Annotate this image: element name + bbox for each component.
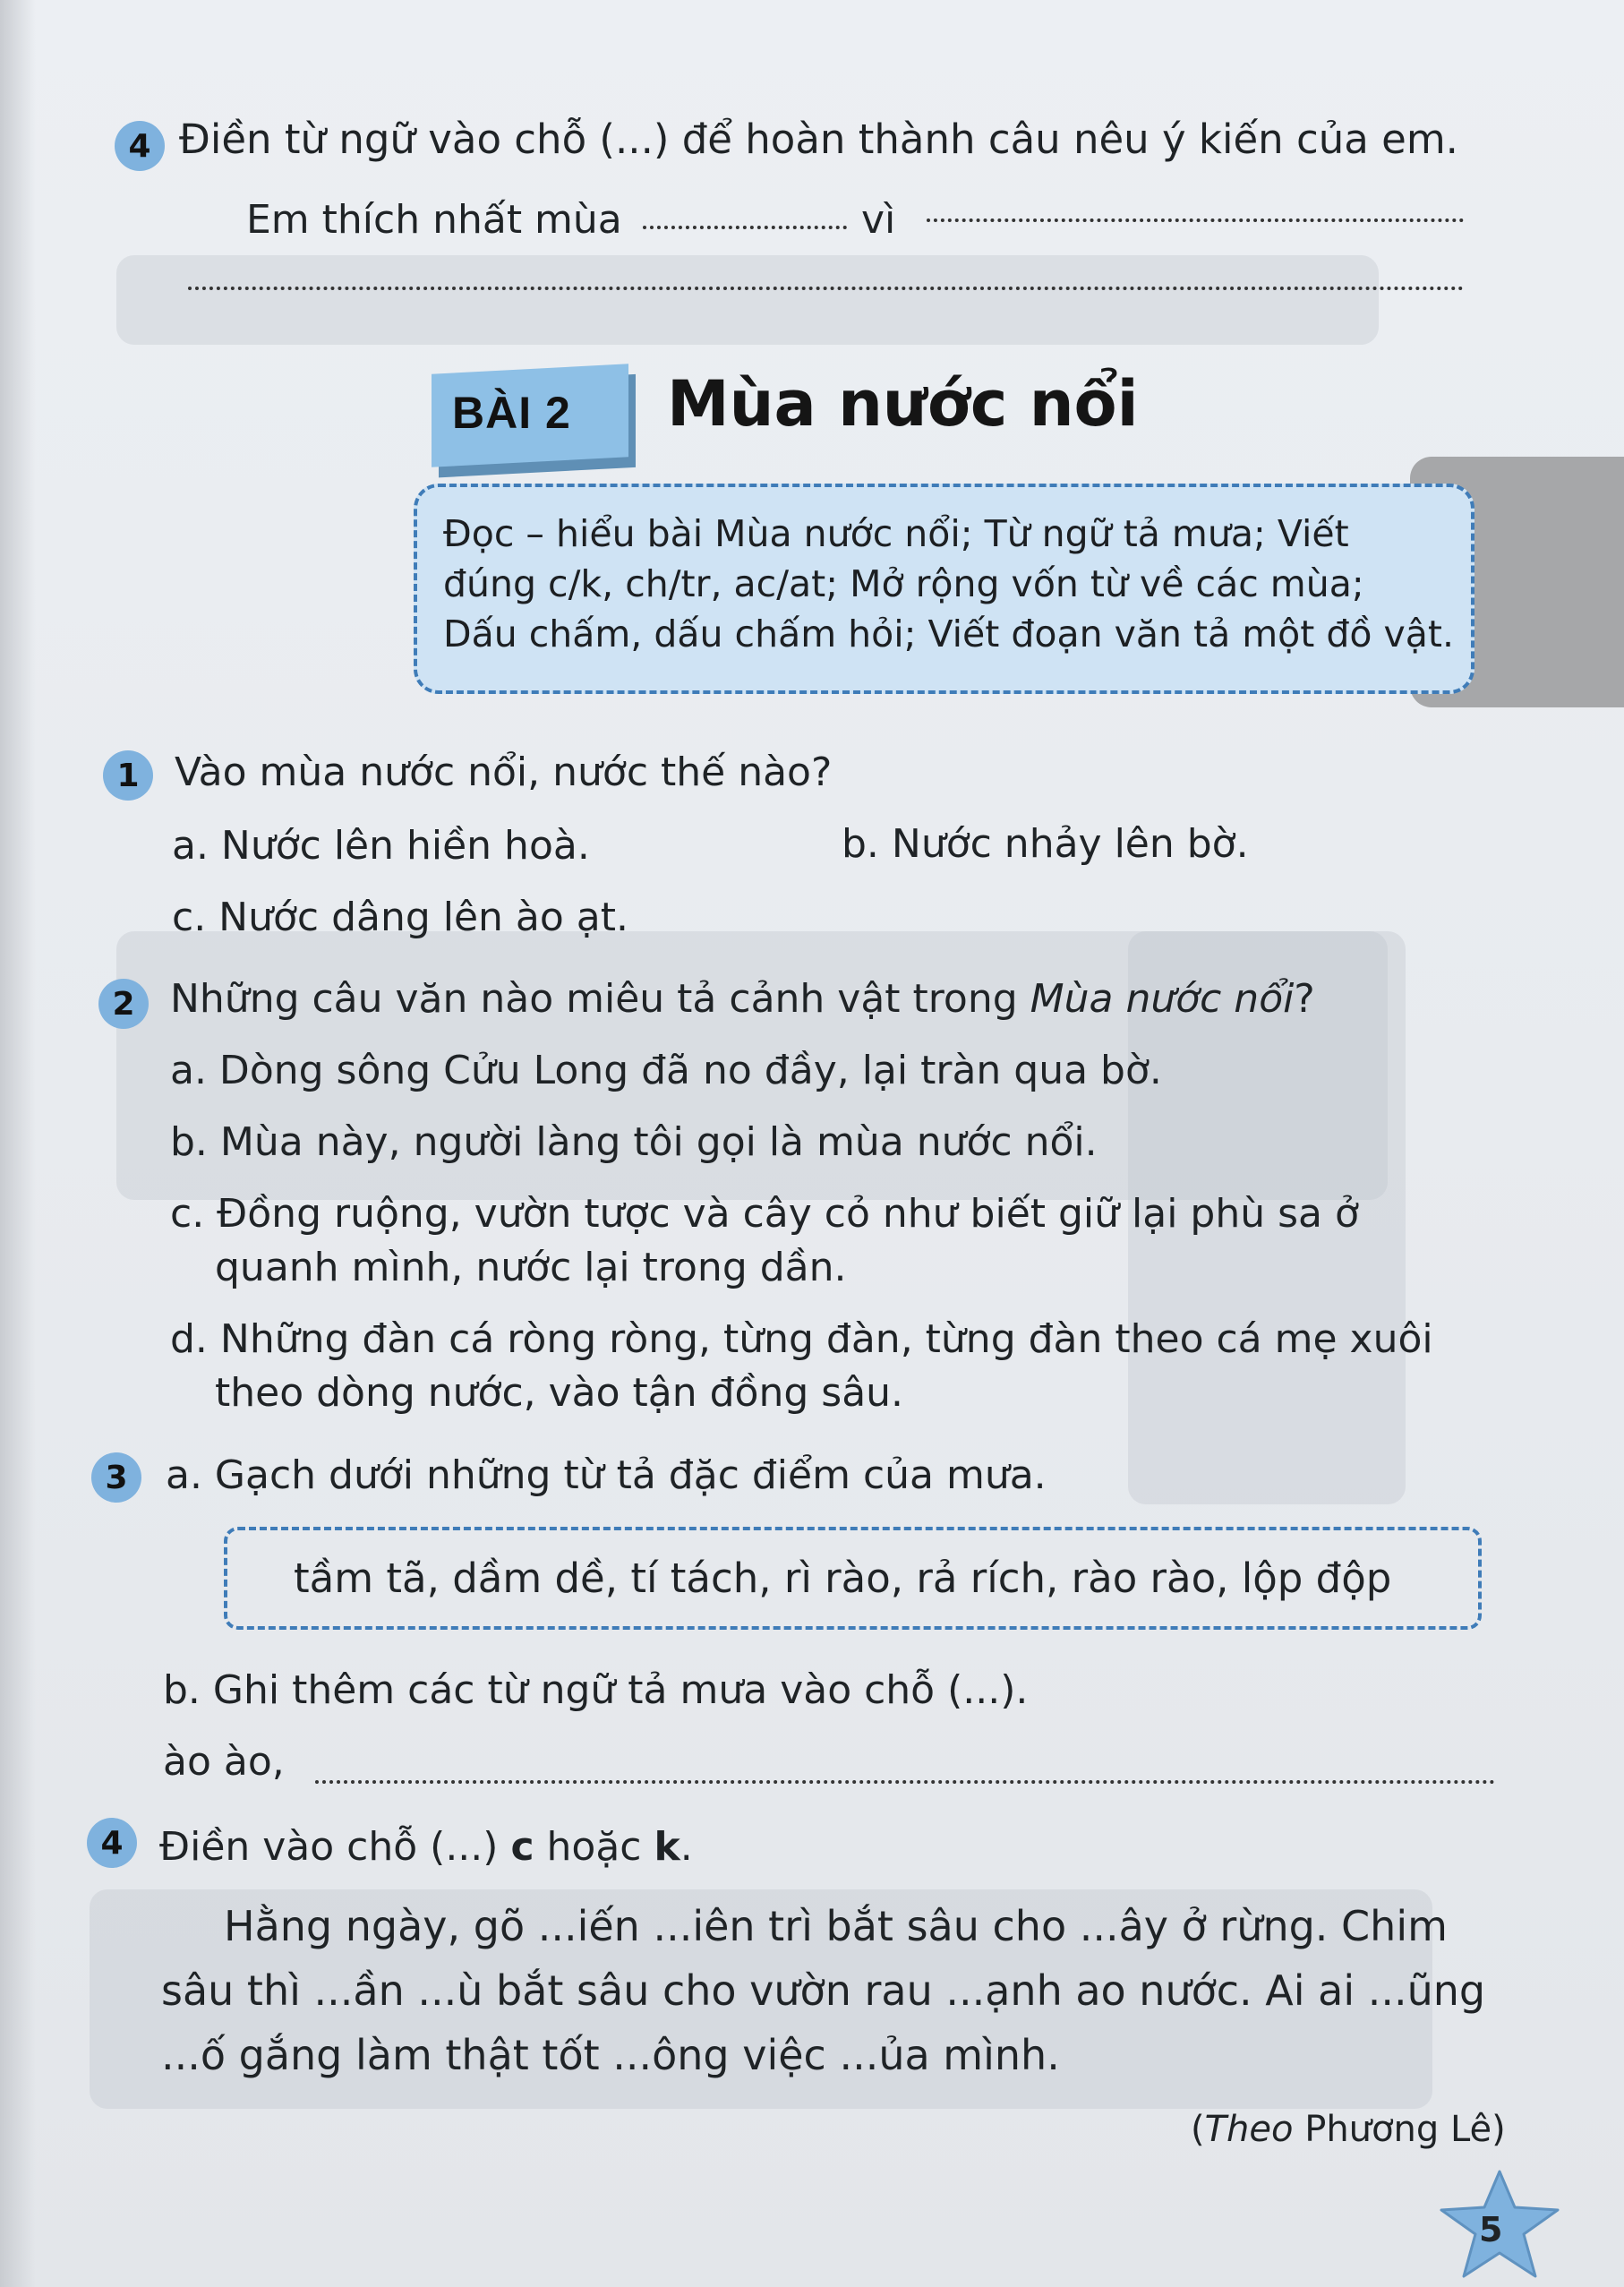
lesson-title: Mùa nước nổi — [667, 367, 1139, 441]
story-source — [1191, 2104, 1506, 2154]
answer-option-a[interactable]: a. Nước lên hiền hoà. — [172, 823, 590, 869]
sentence-mid: vì — [861, 197, 896, 243]
instruction-period: . — [680, 1824, 693, 1870]
answer-option-c-cont: quanh mình, nước lại trong dần. — [215, 1245, 847, 1290]
lesson-goals — [443, 509, 1455, 659]
question-text — [170, 974, 1315, 1024]
source-author: Phương Lê) — [1293, 2109, 1506, 2150]
question-instruction: Điền từ ngữ vào chỗ (...) để hoàn thành câu nêu ý kiến của em. — [179, 116, 1458, 163]
story-line: ...ố gắng làm thật tốt ...ông việc ...ủa mình. — [161, 2031, 1060, 2079]
goals-line: đúng c/k, ch/tr, ac/at; Mở rộng vốn từ về các mùa; — [443, 562, 1364, 605]
fill-in-story[interactable] — [161, 1894, 1504, 2087]
question-mark: ? — [1294, 976, 1315, 1022]
question-part-b: b. Ghi thêm các từ ngữ tả mưa vào chỗ (...). — [163, 1667, 1029, 1713]
answer-start: ào ào, — [163, 1739, 285, 1785]
bleed-through-block — [116, 255, 1379, 345]
instruction-or: hoặc — [534, 1824, 654, 1870]
question-text: Vào mùa nước nổi, nước thế nào? — [175, 749, 833, 795]
question-number-badge: 2 — [98, 979, 149, 1029]
instruction-text: Điền vào chỗ (...) — [159, 1824, 511, 1870]
page-number: 5 — [1479, 2210, 1503, 2249]
question-part-a: a. Gạch dưới những từ tả đặc điểm của mưa. — [166, 1452, 1047, 1498]
answer-option-b[interactable]: b. Mùa này, người làng tôi gọi là mùa nước nổi. — [170, 1119, 1098, 1165]
fill-in-blank[interactable] — [927, 218, 1464, 222]
fill-in-blank[interactable] — [643, 226, 847, 229]
letter-c: c — [510, 1824, 534, 1870]
question-number-badge: 1 — [103, 750, 153, 801]
answer-option-a[interactable]: a. Dòng sông Cửu Long đã no đầy, lại tràn qua bờ. — [170, 1048, 1162, 1093]
question-number-badge: 4 — [115, 121, 165, 171]
question-number-badge: 4 — [87, 1818, 137, 1868]
goals-line: Đọc – hiểu bài Mùa nước nổi; Từ ngữ tả mưa; Viết — [443, 512, 1349, 555]
answer-option-c[interactable]: c. Nước dâng lên ào ạt. — [172, 895, 628, 940]
answer-option-c[interactable]: c. Đồng ruộng, vườn tược và cây cỏ như biết giữ lại phù sa ở — [170, 1191, 1359, 1237]
fill-in-blank[interactable] — [315, 1780, 1495, 1784]
lesson-tag: BÀI 2 — [452, 388, 571, 438]
fill-in-blank[interactable] — [188, 287, 1464, 290]
question-text-start: Những câu văn nào miêu tả cảnh vật trong — [170, 976, 1030, 1022]
letter-k: k — [654, 1824, 680, 1870]
answer-option-d-cont: theo dòng nước, vào tận đồng sâu. — [215, 1370, 904, 1416]
answer-option-d[interactable]: d. Những đàn cá ròng ròng, từng đàn, từng đàn theo cá mẹ xuôi — [170, 1316, 1433, 1362]
story-title-italic: Mùa nước nổi — [1030, 976, 1295, 1022]
story-line: sâu thì ...ần ...ù bắt sâu cho vườn rau ...ạnh ao nước. Ai ai ...ũng — [161, 1966, 1486, 2015]
sentence-start: Em thích nhất mùa — [246, 197, 622, 243]
source-theo: Theo — [1204, 2109, 1294, 2150]
source-open: ( — [1191, 2109, 1205, 2150]
goals-line: Dấu chấm, dấu chấm hỏi; Viết đoạn văn tả một đồ vật. — [443, 612, 1455, 655]
story-line: Hằng ngày, gõ ...iến ...iên trì bắt sâu cho ...ây ở rừng. Chim — [224, 1902, 1448, 1950]
rain-words[interactable]: tầm tã, dầm dề, tí tách, rì rào, rả rích, rào rào, lộp độp — [294, 1555, 1392, 1602]
question-number-badge: 3 — [91, 1452, 141, 1503]
page-binding-shadow — [0, 0, 36, 2287]
question-instruction — [159, 1822, 693, 1872]
answer-option-b[interactable]: b. Nước nhảy lên bờ. — [842, 821, 1249, 867]
